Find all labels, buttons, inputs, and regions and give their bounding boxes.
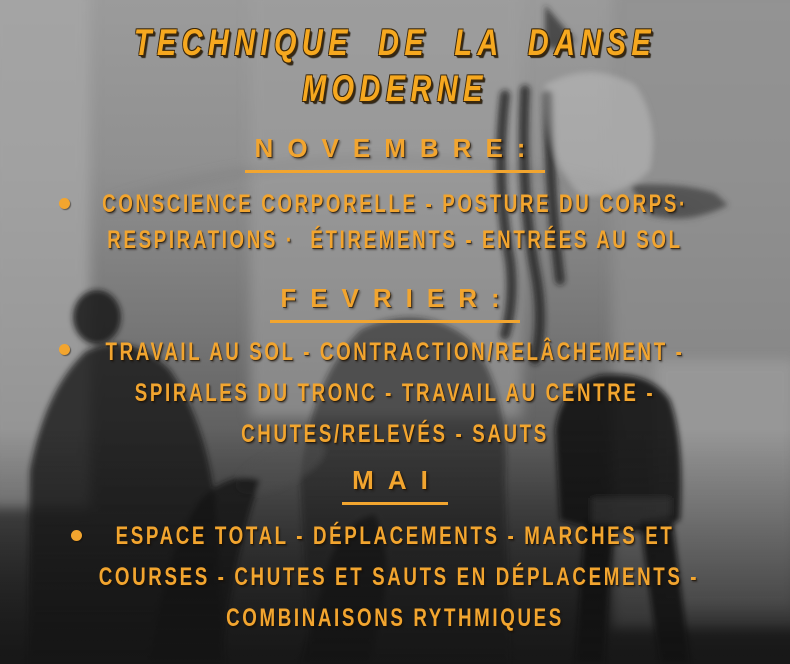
list-item-line: ESPACE TOTAL - DÉPLACEMENTS - MARCHES ET (115, 522, 675, 550)
title-line-1: TECHNIQUE DE LA DANSE (133, 22, 657, 63)
list-fevrier (0, 332, 790, 455)
list-novembre (0, 186, 790, 258)
list-item-line: SPIRALES DU TRONC - TRAVAIL AU CENTRE - (134, 379, 656, 407)
section-heading-fevrier (0, 283, 790, 323)
list-item-line: COURSES - CHUTES ET SAUTS EN DÉPLACEMENTS - (98, 563, 700, 591)
heading-text: NOVEMBRE: (245, 133, 546, 173)
list-item-line: RESPIRATIONS · ÉTIREMENTS - ENTRÉES AU SOL (107, 226, 683, 254)
section-heading-mai (0, 465, 790, 505)
title-line-2: MODERNE (302, 68, 488, 109)
list-item-line: CHUTES/RELEVÉS - SAUTS (241, 420, 549, 448)
list-item-line: TRAVAIL AU SOL - CONTRACTION/RELÂCHEMENT - (105, 338, 685, 366)
list-item-line: COMBINAISONS RYTHMIQUES (226, 604, 564, 632)
list-mai (0, 516, 790, 639)
heading-text: MAI (342, 465, 448, 505)
heading-text: FEVRIER: (270, 283, 519, 323)
poster-title (0, 20, 790, 112)
list-item-line: CONSCIENCE CORPORELLE - POSTURE DU CORPS· (102, 190, 688, 218)
section-heading-novembre (0, 133, 790, 173)
